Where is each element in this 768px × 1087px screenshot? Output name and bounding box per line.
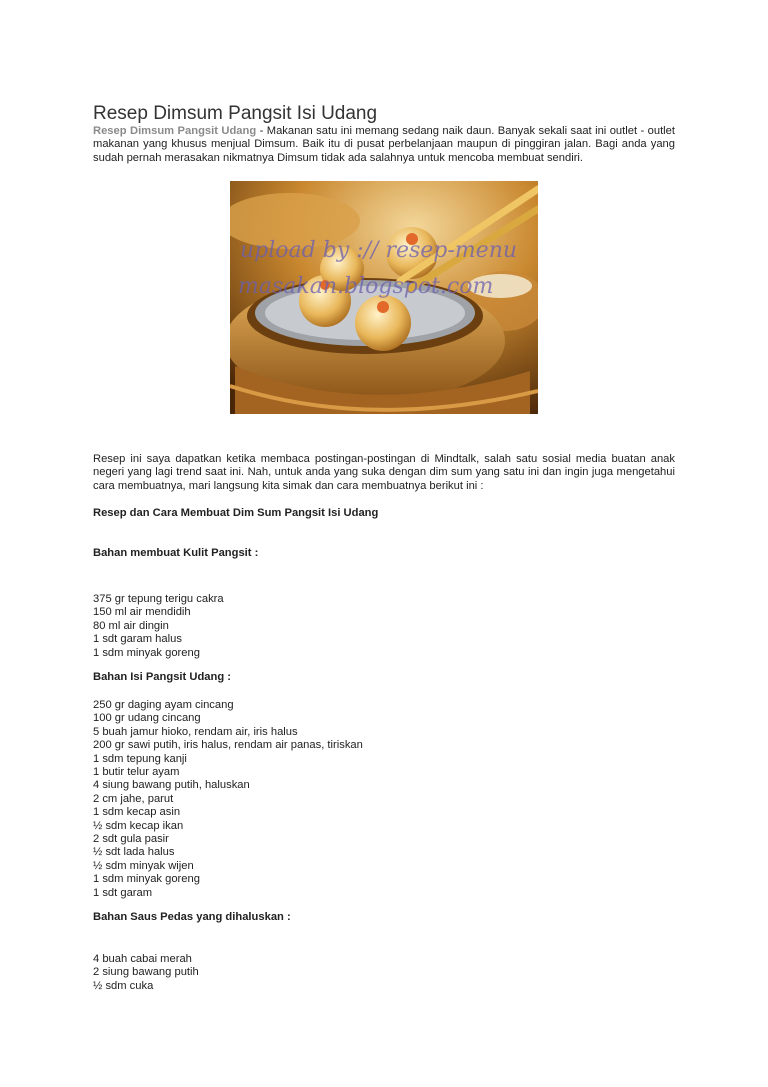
list-item: 375 gr tepung terigu cakra — [93, 593, 224, 605]
list-item: ½ sdm minyak wijen — [93, 859, 194, 872]
list-item: 1 sdm kecap asin — [93, 806, 181, 819]
list-item: 100 gr udang cincang — [93, 712, 201, 725]
list-item: 1 sdm minyak goreng — [93, 646, 200, 659]
list-item: 1 sdm tepung kanji — [93, 752, 187, 765]
kulit-list-block — [93, 593, 675, 660]
list-item: 250 gr daging ayam cincang — [93, 699, 234, 711]
list-item: 2 cm jahe, parut — [93, 792, 174, 805]
watermark-line-2: masakan.blogspot.com — [238, 274, 494, 299]
intro-text: - Makanan satu ini memang sedang naik daun. Banyak sekali saat ini outlet - outlet makanan yang khusus menjual Dimsum. Baik itu di pusat perbelanjaan maupun di pinggiran jalan. Bagi anda yang sudah pernah merasakan nikmatnya Dimsum tidak ada salahnya untuk mencoba membuat sendiri. — [93, 125, 675, 164]
page-title: Resep Dimsum Pangsit Isi Udang — [93, 103, 378, 124]
list-item: 200 gr sawi putih, iris halus, rendam air panas, tiriskan — [93, 739, 363, 752]
list-item: 80 ml air dingin — [93, 619, 169, 632]
document-page — [93, 103, 675, 992]
list-item: 2 siung bawang putih — [93, 966, 199, 979]
list-item: 1 butir telur ayam — [93, 766, 180, 779]
list-item: 1 sdt garam — [93, 886, 153, 899]
list-item: 150 ml air mendidih — [93, 606, 191, 619]
intro-paragraph — [93, 125, 675, 165]
watermark-line-1: upload by :// resep-menu — [240, 238, 518, 263]
saus-list — [93, 953, 675, 993]
list-item: 4 buah cabai merah — [93, 953, 192, 965]
kulit-section — [93, 547, 675, 560]
saus-list-block — [93, 953, 675, 993]
list-item: 1 sdt garam halus — [93, 633, 182, 646]
dimsum-photo — [230, 181, 538, 414]
list-item: 2 sdt gula pasir — [93, 833, 169, 846]
list-item: ½ sdt lada halus — [93, 846, 175, 859]
section-heading: Resep dan Cara Membuat Dim Sum Pangsit Isi Udang — [93, 507, 379, 519]
isi-list — [93, 699, 675, 900]
list-item: ½ sdm cuka — [93, 979, 154, 992]
isi-section — [93, 671, 675, 684]
saus-section — [93, 911, 675, 924]
intro-link[interactable]: Resep Dimsum Pangsit Udang — [93, 125, 257, 137]
body-paragraph: Resep ini saya dapatkan ketika membaca postingan-postingan di Mindtalk, salah satu sosial media buatan anak negeri yang lagi trend saat ini. Nah, untuk anda yang suka dengan dim sum yang satu ini dan ingin juga mengetahui cara membuatnya, mari langsung kita simak dan cara membuatnya berikut ini : — [93, 453, 675, 492]
kulit-heading: Bahan membuat Kulit Pangsit : — [93, 547, 259, 559]
list-item: 1 sdm minyak goreng — [93, 873, 200, 886]
list-item: 5 buah jamur hioko, rendam air, iris halus — [93, 725, 298, 738]
list-item: 4 siung bawang putih, haluskan — [93, 779, 250, 792]
isi-list-block — [93, 699, 675, 900]
list-item: ½ sdm kecap ikan — [93, 819, 184, 832]
isi-heading: Bahan Isi Pangsit Udang : — [93, 671, 231, 683]
kulit-list — [93, 593, 675, 660]
section-heading-block — [93, 507, 675, 520]
saus-heading: Bahan Saus Pedas yang dihaluskan : — [93, 911, 291, 923]
